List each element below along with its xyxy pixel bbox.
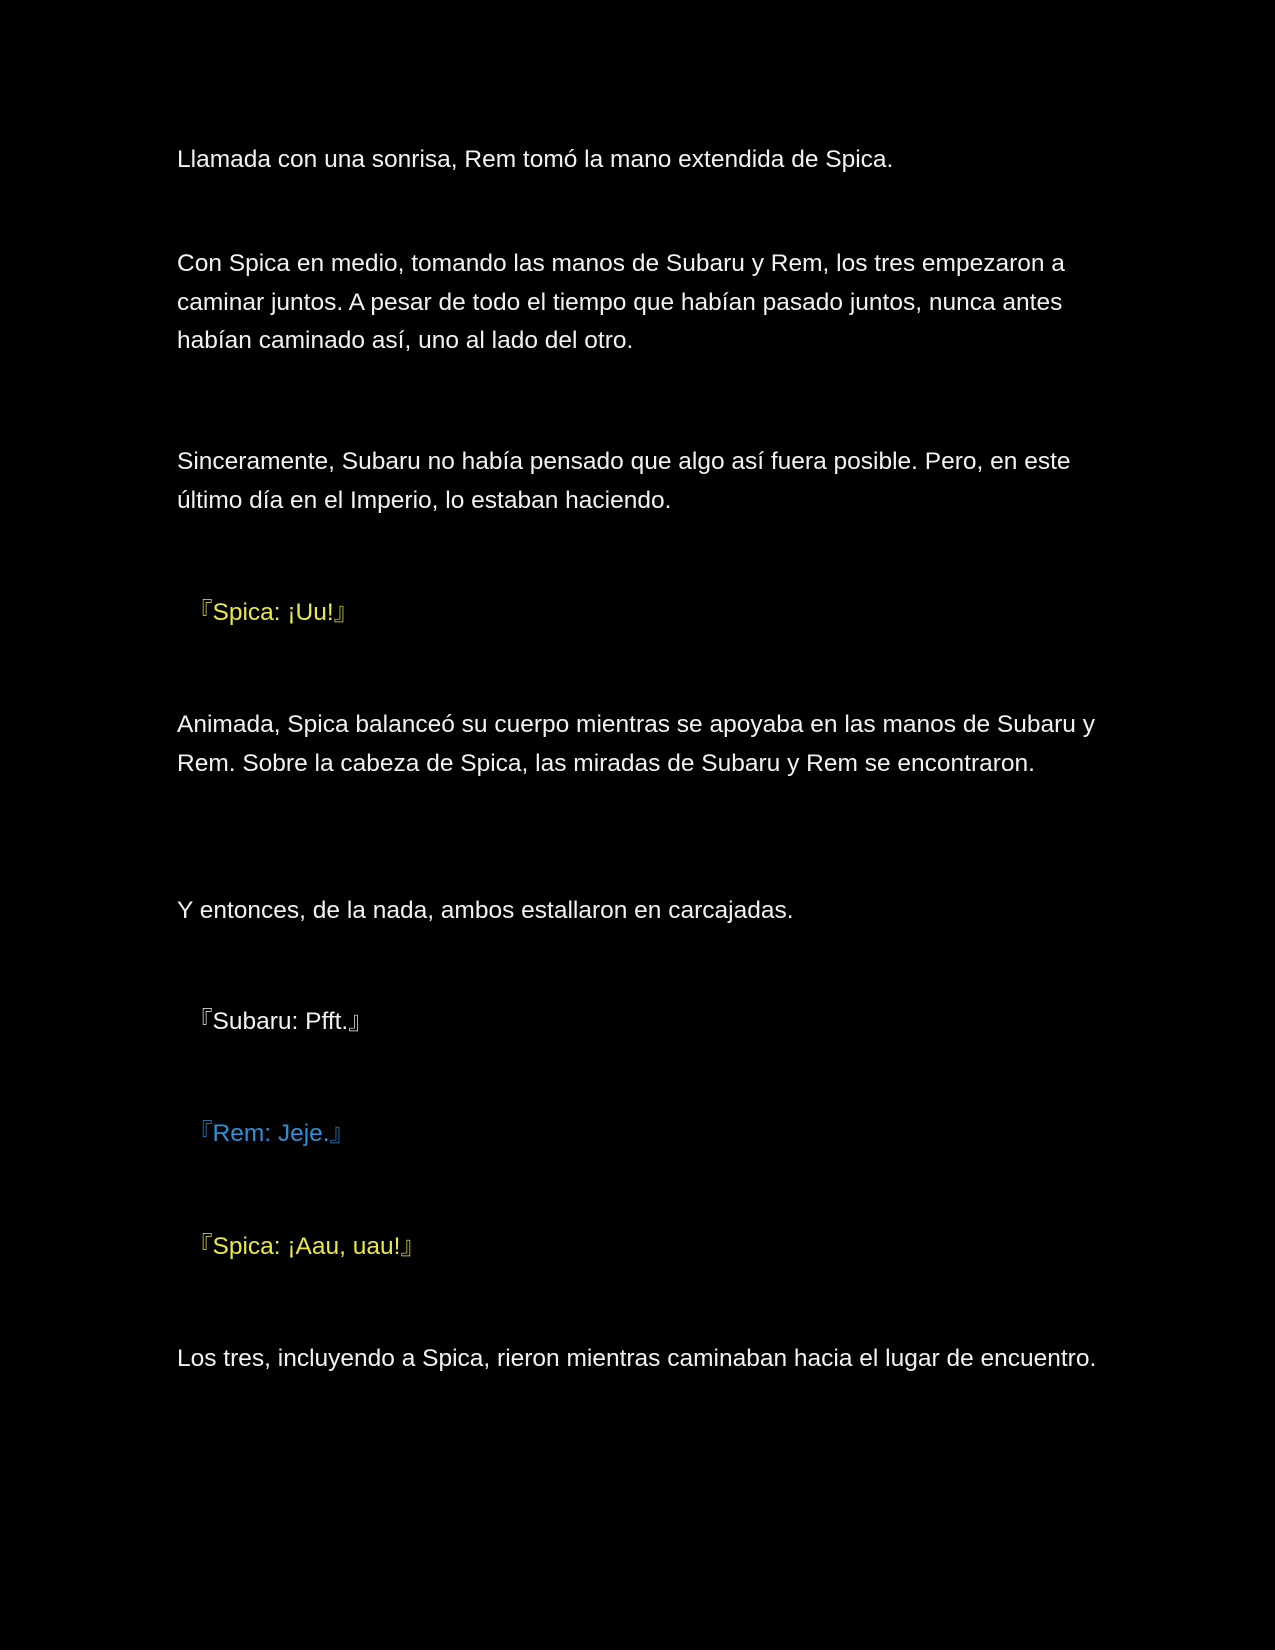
narration-paragraph: Animada, Spica balanceó su cuerpo mientras se apoyaba en las manos de Subaru y Rem. Sobre la cabeza de Spica, las miradas de Subaru y Rem se encontraron. <box>177 711 1095 777</box>
narration-paragraph: Llamada con una sonrisa, Rem tomó la mano extendida de Spica. <box>177 146 894 173</box>
dialogue-line-subaru: 『Subaru: Pfft.』 <box>188 1008 373 1035</box>
dialogue-line-rem: 『Rem: Jeje.』 <box>188 1120 355 1147</box>
narration-paragraph: Los tres, incluyendo a Spica, rieron mientras caminaban hacia el lugar de encuentro. <box>177 1345 1097 1372</box>
narration-paragraph: Sinceramente, Subaru no había pensado que algo así fuera posible. Pero, en este último día en el Imperio, lo estaban haciendo. <box>177 448 1071 514</box>
narration-paragraph: Y entonces, de la nada, ambos estallaron en carcajadas. <box>177 897 794 924</box>
dialogue-line-spica: 『Spica: ¡Aau, uau!』 <box>188 1233 425 1260</box>
narration-paragraph: Con Spica en medio, tomando las manos de Subaru y Rem, los tres empezaron a caminar juntos. A pesar de todo el tiempo que habían pasado juntos, nunca antes habían caminado así, uno al lado del otro. <box>177 250 1065 354</box>
dialogue-line-spica: 『Spica: ¡Uu!』 <box>188 599 359 626</box>
